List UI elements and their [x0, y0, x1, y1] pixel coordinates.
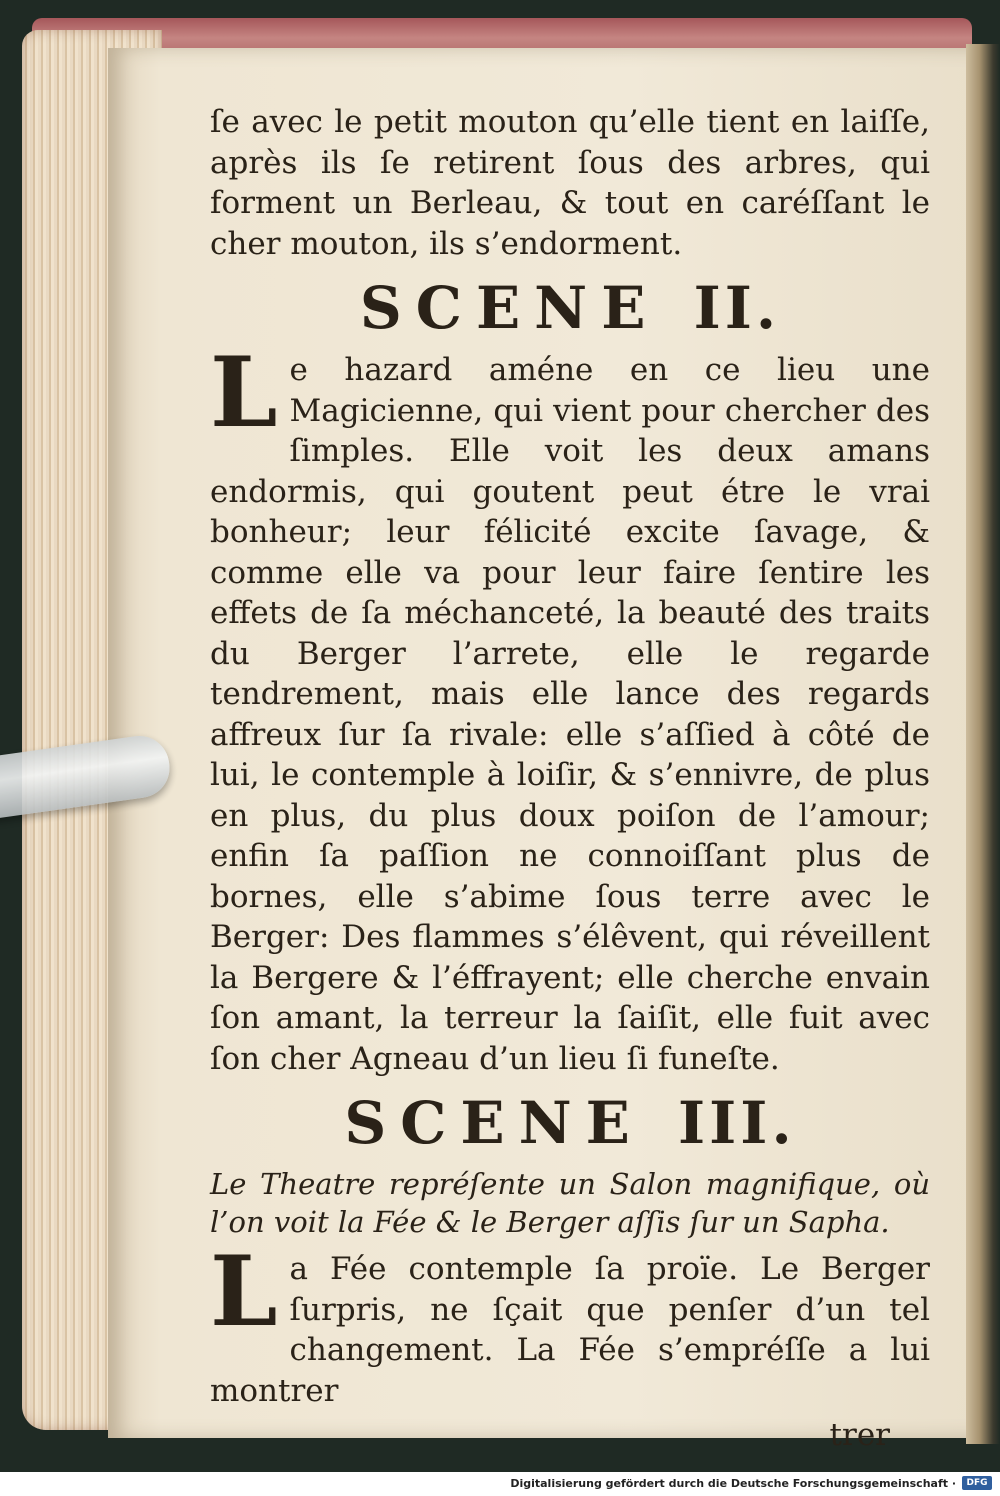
book-gutter: [966, 44, 1000, 1444]
dfg-logo-icon[interactable]: DFG: [962, 1476, 992, 1490]
scene-2-dropcap: L: [210, 336, 278, 449]
scene-3-heading: [210, 1091, 930, 1155]
scene-3-word: SCENE: [344, 1089, 644, 1157]
scene-3-dropcap: L: [210, 1235, 278, 1348]
funding-credit: Digitalisierung gefördert durch die Deutsche Forschungsgemeinschaft ·: [510, 1477, 956, 1490]
scene-3-number: III.: [678, 1089, 796, 1157]
scene-3-text: a Fée contemple ſa proïe. Le Berger ſurpris, ne ſçait que penſer d’un tel changement. La Fée s’empréſſe a lui montrer: [210, 1251, 930, 1409]
catchword: trer: [829, 1417, 890, 1453]
scene-2-heading: [210, 276, 930, 340]
scene-2-paragraph: [210, 336, 930, 1079]
opening-paragraph: ſe avec le petit mouton qu’elle tient en laiſſe, après ils ſe retirent ſous des arbres, qui forment un Berleau, & tout en caréſſant le cher mouton, ils s’endorment.: [210, 104, 930, 262]
scene-2-text: e hazard améne en ce lieu une Magicienne, qui vient pour chercher des ſimples. Elle voit les deux amans endormis, qui goutent peut étre le vrai bonheur; leur félicité excite ſavage, & comme elle va pour leur faire ſentire les effets de ſa méchanceté, la beauté des traits du Berger l’arrete, elle le regarde tendrement, mais elle lance des regards affreux ſur ſa rivale: elle s’aſſied à côté de lui, le contemple à loiſir, & s’ennivre, de plus en plus, du plus doux poiſon de l’amour; enfin ſa paſſion ne connoiſſant plus de bornes, elle s’abime ſous terre avec le Berger: Des flammes s’élêvent, qui réveillent la Bergere & l’éffrayent; elle cherche envain ſon amant, la terreur la ſaiſit, elle fuit avec ſon cher Agneau d’un lieu ſi funeſte.: [210, 352, 930, 1077]
scene-3-paragraph: [210, 1235, 930, 1411]
stage-direction: Le Theatre repréſente un Salon magnifique, où l’on voit la Fée & le Berger aſſis ſur un Sapha.: [210, 1167, 930, 1239]
scene-2-word: SCENE: [359, 274, 660, 342]
page-text: [210, 102, 930, 1456]
scene-2-number: II.: [693, 274, 781, 342]
